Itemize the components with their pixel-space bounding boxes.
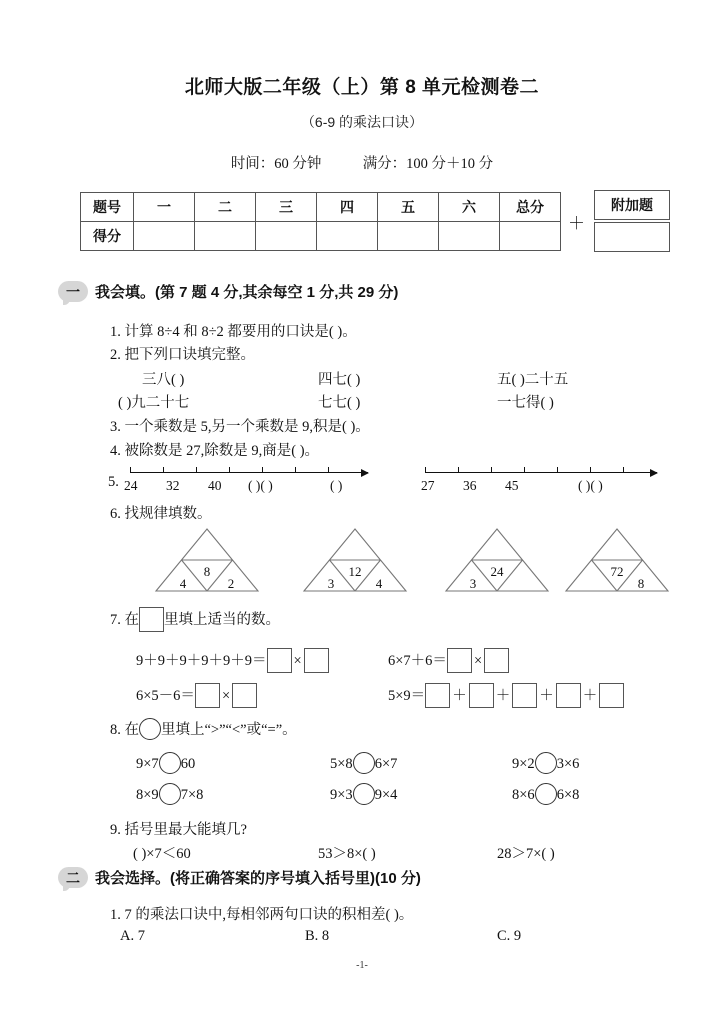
pair-1-left: 9×7 <box>136 756 159 772</box>
number-line-1-label-3: 40 <box>208 478 222 493</box>
answer-box[interactable] <box>512 683 537 708</box>
answer-box[interactable] <box>469 683 494 708</box>
answer-box[interactable] <box>304 648 329 673</box>
expr-3-left: 6×5－6＝ <box>136 688 195 704</box>
score-col-total: 总分 <box>500 192 561 221</box>
question-7-stem-before: 7. 在 <box>110 612 139 628</box>
pattern-triangle-3[interactable] <box>442 526 552 594</box>
triangle-3-top: 24 <box>490 564 504 579</box>
number-line-1-label-2: 32 <box>166 478 180 493</box>
question-4: 4. 被除数是 27,除数是 9,商是( )。 <box>110 443 320 459</box>
question-8-stem-after: 里填上“>”“<”或“=”。 <box>161 722 297 738</box>
question-2-stem: 2. 把下列口诀填完整。 <box>110 347 255 363</box>
pair-5-right: 9×4 <box>374 787 398 803</box>
tick-mark <box>295 467 296 473</box>
question-7-stem <box>110 607 280 632</box>
question-7-expr-2 <box>388 648 509 673</box>
expr-1-op: × <box>293 653 302 669</box>
triangle-1-right: 2 <box>227 576 235 591</box>
expr-4-op-1: ＋ <box>452 688 467 704</box>
tick-mark <box>425 467 426 473</box>
question-2-row2-item2[interactable]: 七七( ) <box>318 395 361 411</box>
triangle-2-top: 12 <box>348 564 362 579</box>
answer-circle[interactable] <box>139 718 161 740</box>
number-line-2-label-1: 27 <box>421 478 435 493</box>
answer-circle[interactable] <box>353 783 375 805</box>
question-9-item-2[interactable]: 53＞8×( ) <box>318 846 376 862</box>
tick-mark <box>524 467 525 473</box>
pair-1-right: 60 <box>180 756 196 772</box>
triangle-4-top: 72 <box>610 564 624 579</box>
question-8-pair-2 <box>330 752 397 774</box>
number-line-2-label-2: 36 <box>463 478 477 493</box>
question-1: 1. 计算 8÷4 和 8÷2 都要用的口诀是( )。 <box>110 324 357 340</box>
score-cell-total[interactable] <box>500 221 561 250</box>
question-9-item-1[interactable]: ( )×7＜60 <box>133 846 191 862</box>
section2-question-1-option-b[interactable]: B. 8 <box>305 928 330 944</box>
answer-circle[interactable] <box>535 783 557 805</box>
score-col-6: 六 <box>439 192 500 221</box>
pair-6-left: 8×6 <box>512 787 535 803</box>
question-9-stem: 9. 括号里最大能填几? <box>110 822 247 838</box>
pair-5-left: 9×3 <box>330 787 353 803</box>
extra-score-table <box>592 188 672 254</box>
section2-question-1-option-c[interactable]: C. 9 <box>497 928 522 944</box>
table-row-extra-header <box>594 190 670 220</box>
number-line-2 <box>425 472 657 473</box>
answer-box[interactable] <box>139 607 164 632</box>
question-5-index: 5. <box>108 474 119 490</box>
score-col-4: 四 <box>317 192 378 221</box>
total-score-label: 满分：100 分＋10 分 <box>362 156 494 172</box>
triangle-2-right: 4 <box>375 576 383 591</box>
score-col-1: 一 <box>134 192 195 221</box>
pair-4-right: 7×8 <box>180 787 204 803</box>
table-row-header <box>81 192 561 221</box>
score-cell-3[interactable] <box>256 221 317 250</box>
exam-meta <box>0 152 724 173</box>
extra-score-cell[interactable] <box>594 222 670 252</box>
number-line-1-blank-1[interactable]: ( )( ) <box>248 478 273 493</box>
score-row-label-1: 得分 <box>81 221 134 250</box>
answer-circle[interactable] <box>535 752 557 774</box>
pair-4-left: 8×9 <box>136 787 159 803</box>
triangle-3-left: 3 <box>469 576 477 591</box>
number-line-1 <box>130 472 368 473</box>
table-row-extra-score <box>594 222 670 252</box>
triangle-1-left: 4 <box>179 576 187 591</box>
expr-4-op-4: ＋ <box>582 688 598 704</box>
pair-2-left: 5×8 <box>330 756 353 772</box>
extra-header-cell: 附加题 <box>594 190 670 220</box>
score-cell-4[interactable] <box>317 221 378 250</box>
answer-circle[interactable] <box>159 752 181 774</box>
expr-2-op: × <box>473 653 483 669</box>
plus-sign: ＋ <box>568 213 585 233</box>
question-9-item-3[interactable]: 28＞7×( ) <box>497 846 555 862</box>
expr-4-op-3: ＋ <box>539 688 554 704</box>
number-line-2-label-3: 45 <box>505 478 519 493</box>
question-8-pair-3 <box>512 752 579 774</box>
expr-1-left: 9＋9＋9＋9＋9＋9＝ <box>136 653 267 669</box>
tick-mark <box>623 467 624 473</box>
page-number: -1- <box>356 960 368 971</box>
question-6-stem: 6. 找规律填数。 <box>110 506 212 522</box>
pair-3-left: 9×2 <box>512 756 535 772</box>
score-table-area <box>80 188 672 254</box>
tick-mark <box>262 467 263 473</box>
question-7-expr-4 <box>388 683 624 708</box>
question-2-row1-item1[interactable]: 三八( ) <box>142 372 185 388</box>
number-line-2-blanks[interactable]: ( )( ) <box>578 478 603 493</box>
answer-box[interactable] <box>599 683 624 708</box>
triangle-4-right: 8 <box>637 576 645 591</box>
answer-box[interactable] <box>447 648 472 673</box>
score-col-5: 五 <box>378 192 439 221</box>
expr-3-op: × <box>221 688 231 704</box>
tick-mark <box>491 467 492 473</box>
tick-mark <box>328 467 329 473</box>
score-cell-1[interactable] <box>134 221 195 250</box>
section-heading-2: 我会选择。(将正确答案的序号填入括号里)(10 分) <box>95 870 421 887</box>
answer-box[interactable] <box>484 648 509 673</box>
triangle-2-left: 3 <box>327 576 335 591</box>
score-row-label-0: 题号 <box>81 192 134 221</box>
question-3: 3. 一个乘数是 5,另一个乘数是 9,积是( )。 <box>110 419 370 435</box>
score-cell-6[interactable] <box>439 221 500 250</box>
question-2-row1-item2[interactable]: 四七( ) <box>318 372 361 388</box>
number-line-1-blank-2[interactable]: ( ) <box>330 478 343 493</box>
score-col-3: 三 <box>256 192 317 221</box>
question-8-pair-1 <box>136 752 195 774</box>
section2-question-1-option-a[interactable]: A. 7 <box>120 928 145 944</box>
question-8-pair-4 <box>136 783 203 805</box>
question-8-pair-6 <box>512 783 579 805</box>
answer-circle[interactable] <box>159 783 181 805</box>
tick-mark <box>163 467 164 473</box>
score-col-2: 二 <box>195 192 256 221</box>
answer-circle[interactable] <box>353 752 375 774</box>
section-header-1 <box>58 281 398 302</box>
pair-3-right: 3×6 <box>556 756 580 772</box>
question-7-expr-1 <box>136 648 329 673</box>
score-table <box>80 192 561 251</box>
question-8-stem <box>110 718 297 740</box>
tick-mark <box>196 467 197 473</box>
tick-mark <box>130 467 131 473</box>
section-badge-1: 一 <box>58 281 88 302</box>
tick-mark <box>229 467 230 473</box>
expr-4-op-2: ＋ <box>495 688 511 704</box>
score-cell-5[interactable] <box>378 221 439 250</box>
section-heading-1: 我会填。(第 7 题 4 分,其余每空 1 分,共 29 分) <box>95 284 399 301</box>
question-7-stem-after: 里填上适当的数。 <box>164 612 280 628</box>
pattern-triangle-2[interactable] <box>300 526 410 594</box>
answer-box[interactable] <box>556 683 581 708</box>
answer-box[interactable] <box>267 648 292 673</box>
question-8-pair-5 <box>330 783 397 805</box>
section2-question-1-stem: 1. 7 的乘法口诀中,每相邻两句口诀的积相差( )。 <box>110 907 414 923</box>
triangle-1-top: 8 <box>203 564 211 579</box>
tick-mark <box>590 467 591 473</box>
answer-box[interactable] <box>232 683 257 708</box>
expr-2-left: 6×7＋6＝ <box>388 653 447 669</box>
pair-2-right: 6×7 <box>374 756 398 772</box>
question-2-row1-item3[interactable]: 五( )二十五 <box>497 372 569 388</box>
page-subtitle: （6-9 的乘法口诀） <box>300 114 424 130</box>
question-2-row2-item3[interactable]: 一七得( ) <box>497 395 554 411</box>
expr-4-left: 5×9＝ <box>388 688 426 704</box>
pattern-triangle-4[interactable] <box>562 526 672 594</box>
tick-mark <box>458 467 459 473</box>
question-8-stem-before: 8. 在 <box>110 722 139 738</box>
score-cell-2[interactable] <box>195 221 256 250</box>
section-header-2 <box>58 867 421 888</box>
pattern-triangle-1[interactable] <box>152 526 262 594</box>
time-label: 时间：60 分钟 <box>230 156 322 172</box>
page-title: 北师大版二年级（上）第 8 单元检测卷二 <box>184 77 540 98</box>
number-line-1-label-1: 24 <box>124 478 138 493</box>
question-2-row2-item1[interactable]: ( )九二十七 <box>118 395 190 411</box>
answer-box[interactable] <box>425 683 450 708</box>
pair-6-right: 6×8 <box>556 787 580 803</box>
answer-box[interactable] <box>195 683 220 708</box>
tick-mark <box>557 467 558 473</box>
section-badge-2: 二 <box>58 867 88 888</box>
question-7-expr-3 <box>136 683 257 708</box>
table-row-scores <box>81 221 561 250</box>
